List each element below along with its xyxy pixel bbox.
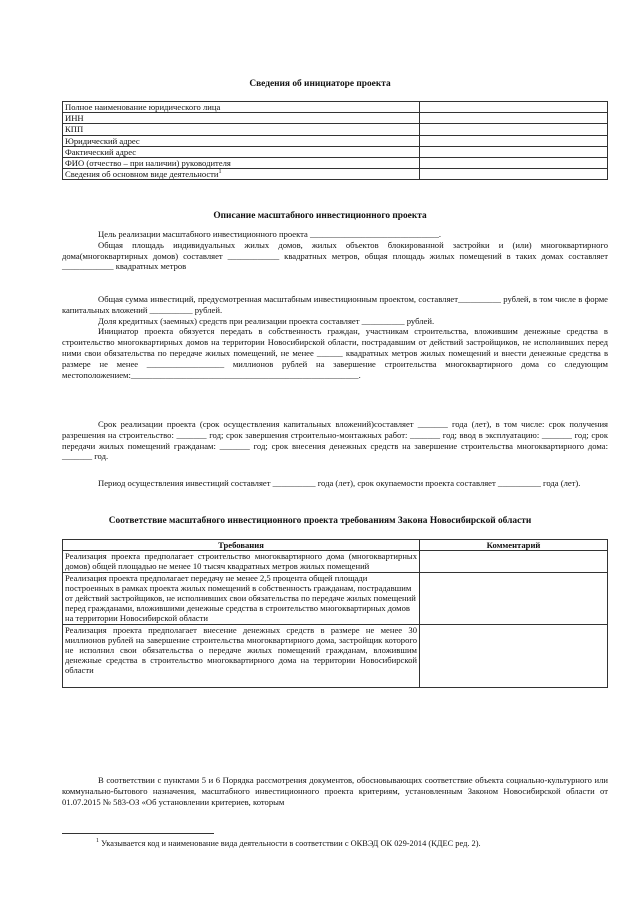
initiator-row-value[interactable] [420, 146, 608, 157]
footnote-mark: 1 [96, 838, 99, 845]
term-paragraph: Срок реализации проекта (срок осуществления капитальных вложений)составляет _______ года (лет), в том числе: срок получения разрешения на строительство: _______ год; срок завершения строительно-монтажных работ: _______ год; ввод в эксплуатацию: _______ год; срок передачи жилых помещений гражданам: _______ год; срок внесения денежных средств на завершение строительства многоквартирного дома: _______ год. [62, 419, 608, 462]
period-paragraph: Период осуществления инвестиций составляет __________ года (лет), срок окупаемости проекта составляет __________ года (лет). [98, 478, 581, 488]
initiator-row-value[interactable] [420, 124, 608, 135]
initiator-row [63, 146, 608, 157]
footnote [96, 839, 481, 848]
initiator-row-label [63, 102, 420, 113]
credit-share-paragraph: Доля кредитных (заемных) средств при реализации проекта составляет __________ рублей. [98, 315, 435, 326]
initiator-row-value[interactable] [420, 158, 608, 169]
initiator-row-label-text: ИНН [65, 113, 84, 124]
initiator-row-label-text: КПП [65, 124, 84, 135]
obligation-paragraph: Инициатор проекта обязуется передать в собственность граждан, участникам строительства, вложившим денежные средства в строительство многоквартирных домов на территории Новосибирской области, пострадавшим от действий застройщиков, не исполнивших перед ними свои обязательства по передаче жилых помещений, не менее ______ квадратных метров жилых помещений и внести денежные средства в размере не менее __________________ миллионов рублей на завершение строительства многоквартирного дома со следующим местоположением:_____________________________________________________. [62, 326, 608, 380]
compliance-row [63, 624, 608, 687]
description-block-2 [62, 294, 608, 380]
initiator-row-value[interactable] [420, 135, 608, 146]
requirements-column-header: Требования [63, 540, 420, 551]
initiator-row-value[interactable] [420, 113, 608, 124]
initiator-row-label [63, 146, 420, 157]
initiator-row [63, 135, 608, 146]
goal-paragraph: Цель реализации масштабного инвестиционного проекта ______________________________. [98, 229, 442, 239]
initiator-row-label [63, 135, 420, 146]
initiator-row [63, 158, 608, 169]
comment-cell[interactable] [420, 551, 608, 572]
initiator-row-label-text: Юридический адрес [65, 135, 140, 146]
compliance-row [63, 551, 608, 572]
closing-paragraph-block [62, 775, 608, 807]
initiator-row [63, 124, 608, 135]
compliance-table [62, 539, 608, 688]
initiator-row [63, 113, 608, 124]
initiator-row-label-text: Фактический адрес [65, 146, 137, 157]
comment-column-header: Комментарий [420, 540, 608, 551]
initiator-row [63, 169, 608, 180]
initiator-row-value[interactable] [420, 102, 608, 113]
initiator-row-label-text: Полное наименование юридического лица [65, 102, 221, 112]
initiator-row-label [63, 113, 420, 124]
initiator-table [62, 101, 608, 180]
requirement-cell: Реализация проекта предполагает внесение денежных средств в размере не менее 30 миллионов рублей на завершение строительства многоквартирного дома, застройщик которого не исполнил свои обязательства о передаче жилых помещений гражданам, вложившим денежные средства в строительство многоквартирного дома на территории Новосибирской области [63, 624, 420, 687]
area-paragraph: Общая площадь индивидуальных жилых домов, жилых объектов блокированной застройки и (или) многоквартирного дома(многоквартирных домов) составляет ____________ квадратных метров, общая площадь жилых помещений в таких домах составляет ____________ квадратных метров [62, 239, 608, 272]
initiator-row-label [63, 158, 420, 169]
description-block-3 [62, 419, 608, 462]
initiator-section-title: Сведения об инициаторе проекта [249, 79, 391, 89]
footnote-text: Указывается код и наименование вида деятельности в соответствии с ОКВЭД ОК 029-2014 (КДЕС ред. 2). [101, 839, 481, 848]
requirement-cell: Реализация проекта предполагает строительство многоквартирного дома (многоквартирных домов) общей площадью не менее 10 тысяч квадратных метров жилых помещений [63, 551, 420, 572]
description-block-1 [62, 229, 608, 272]
initiator-row-label-text: ФИО (отчество – при наличии) руководителя [65, 158, 231, 169]
description-block-4 [62, 478, 608, 489]
initiator-row [63, 102, 608, 113]
footnote-separator [62, 833, 214, 834]
compliance-row [63, 572, 608, 624]
initiator-row-label-text: Сведения об основном виде деятельности [65, 169, 219, 180]
description-section-title: Описание масштабного инвестиционного проекта [213, 211, 427, 221]
initiator-row-value[interactable] [420, 169, 608, 180]
requirement-cell: Реализация проекта предполагает передачу не менее 2,5 процента общей площади построенных в рамках проекта жилых помещений в собственность гражданам, пострадавшим от действий застройщиков, не исполнивших свои обязательства по передаче жилых помещений перед гражданами, вложившими денежные средства в строительство многоквартирных домов на территории Новосибирской области [63, 572, 420, 624]
footnote-reference: 1 [218, 169, 222, 176]
closing-paragraph: В соответствии с пунктами 5 и 6 Порядка рассмотрения документов, обосновывающих соответствие объекта социально-культурного или коммунально-бытового назначения, масштабного инвестиционного проекта критериям, установленным Законом Новосибирской области от 01.07.2015 № 583-ОЗ «Об установлении критериев, которым [62, 775, 608, 807]
initiator-row-label [63, 124, 420, 135]
comment-cell[interactable] [420, 624, 608, 687]
initiator-row-label [63, 169, 420, 180]
investment-paragraph: Общая сумма инвестиций, предусмотренная масштабным инвестиционным проектом, составляет__________ рублей, в том числе в форме капитальных вложений __________ рублей. [62, 294, 608, 315]
compliance-section-title: Соответствие масштабного инвестиционного проекта требованиям Закона Новосибирской области [108, 516, 532, 526]
comment-cell[interactable] [420, 572, 608, 624]
